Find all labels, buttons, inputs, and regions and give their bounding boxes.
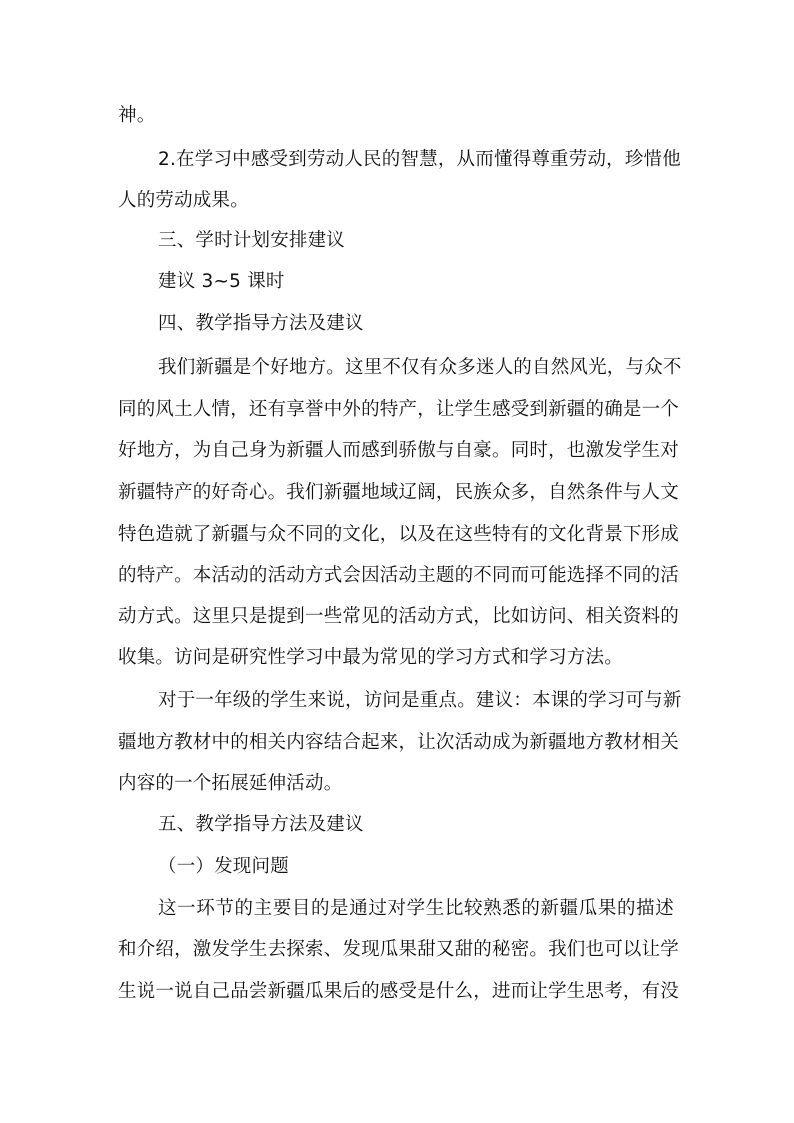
text-line: 疆地方教材中的相关内容结合起来，让次活动成为新疆地方教材相关 bbox=[118, 732, 680, 753]
section-heading: 三、学时计划安排建议 bbox=[158, 230, 346, 251]
text-line: 动方式。这里只是提到一些常见的活动方式，比如访问、相关资料的 bbox=[118, 606, 680, 627]
section-heading: 四、教学指导方法及建议 bbox=[158, 313, 364, 334]
section-heading: 五、教学指导方法及建议 bbox=[158, 814, 364, 835]
text-line: 2.在学习中感受到劳动人民的智慧，从而懂得尊重劳动，珍惜他 bbox=[158, 149, 681, 170]
text-line: 人的劳动成果。 bbox=[118, 190, 249, 211]
text-line: 这一环节的主要目的是通过对学生比较熟悉的新疆瓜果的描述 bbox=[158, 898, 674, 919]
text-line: 建议 3~5 课时 bbox=[158, 271, 285, 292]
text-line: 同的风土人情，还有享誉中外的特产，让学生感受到新疆的确是一个 bbox=[118, 399, 680, 420]
text-line: 特色造就了新疆与众不同的文化，以及在这些特有的文化背景下形成 bbox=[118, 524, 680, 545]
text-line: 对于一年级的学生来说，访问是重点。建议：本课的学习可与新 bbox=[158, 690, 682, 711]
text-line: 内容的一个拓展延伸活动。 bbox=[118, 773, 343, 794]
text-line: 的特产。本活动的活动方式会因活动主题的不同而可能选择不同的活 bbox=[118, 565, 680, 586]
text-line: 和介绍，激发学生去探索、发现瓜果甜又甜的秘密。我们也可以让学 bbox=[118, 939, 680, 960]
text-line: 好地方，为自己身为新疆人而感到骄傲与自豪。同时，也激发学生对 bbox=[118, 440, 680, 461]
text-line: 我们新疆是个好地方。这里不仅有众多迷人的自然风光，与众不 bbox=[158, 357, 682, 378]
text-line: 收集。访问是研究性学习中最为常见的学习方式和学习方法。 bbox=[118, 647, 623, 668]
text-line: 生说一说自己品尝新疆瓜果后的感受是什么，进而让学生思考，有没 bbox=[118, 981, 680, 1002]
text-line: 新疆特产的好奇心。我们新疆地域辽阔，民族众多，自然条件与人文 bbox=[118, 482, 680, 503]
subsection-heading: （一）发现问题 bbox=[158, 856, 289, 877]
text-line: 神。 bbox=[118, 105, 156, 126]
